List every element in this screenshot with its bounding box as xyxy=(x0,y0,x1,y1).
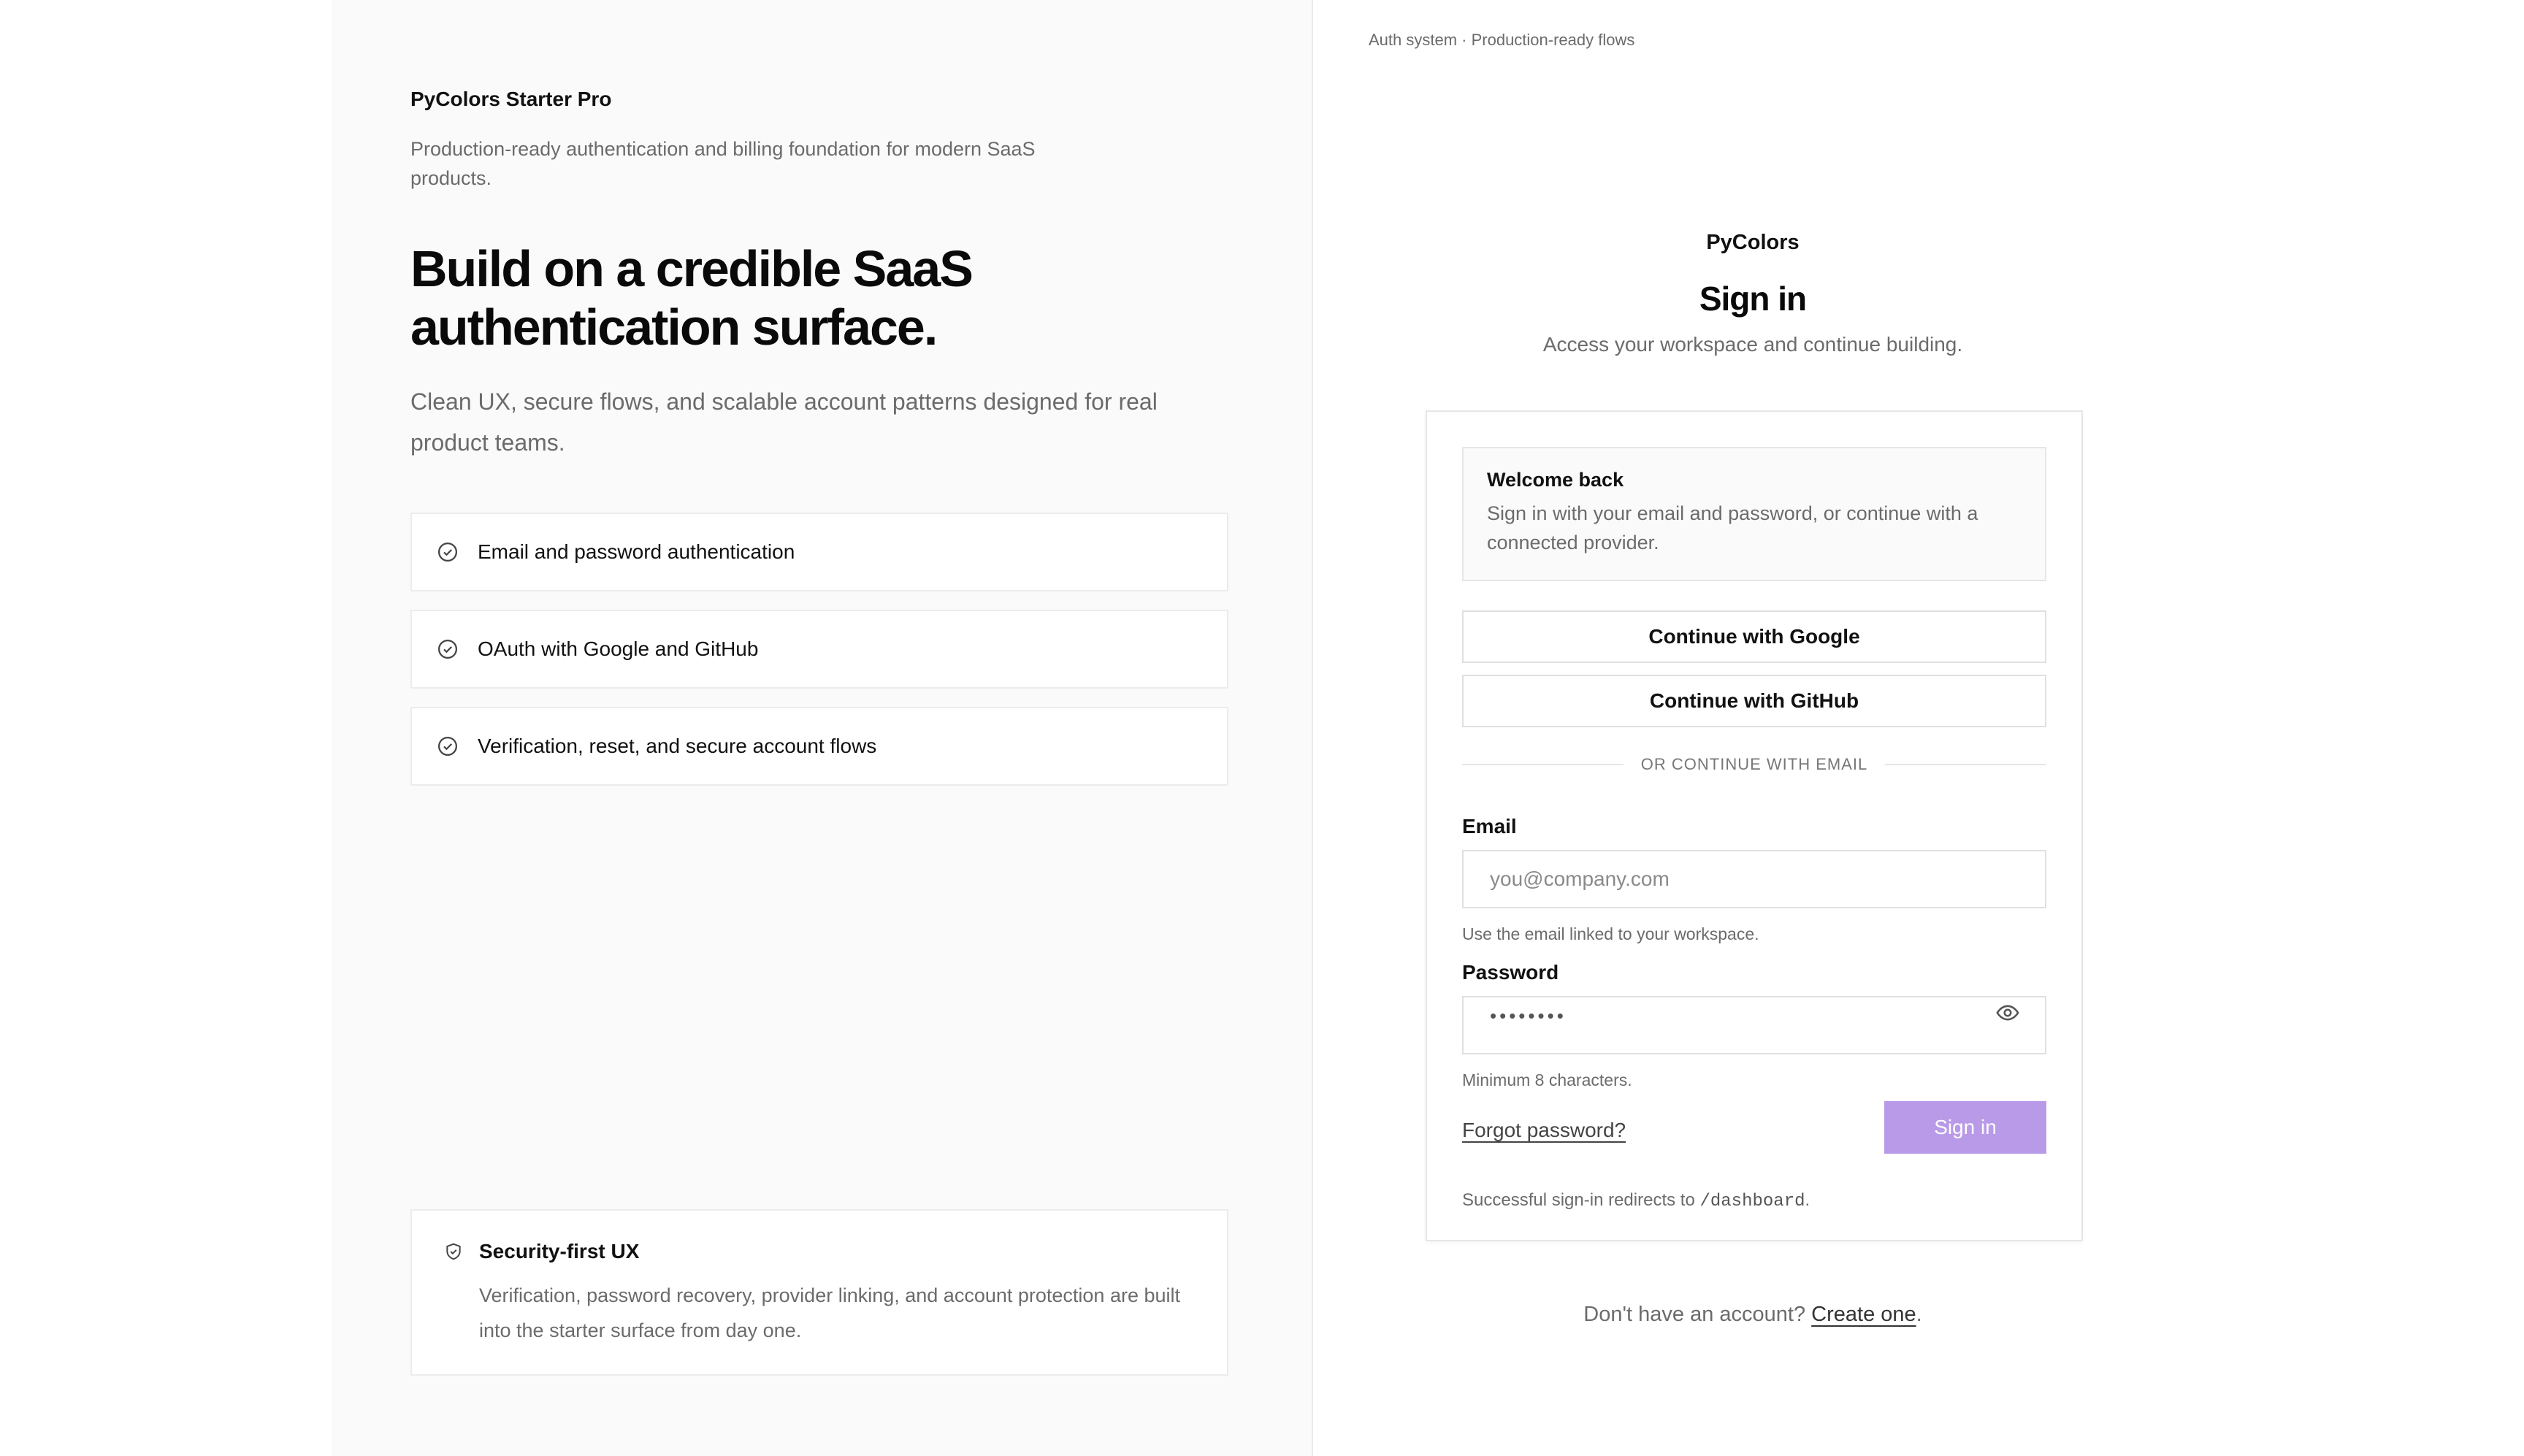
email-field[interactable] xyxy=(1462,850,2046,908)
feature-item-email-password xyxy=(410,513,1228,591)
email-label: Email xyxy=(1462,815,1517,838)
welcome-description: Sign in with your email and password, or continue with a connected provider. xyxy=(1487,502,1978,553)
password-masked-value: •••••••• xyxy=(1490,1005,1567,1027)
auth-brand: PyColors xyxy=(1706,231,1800,254)
redirect-suffix: . xyxy=(1805,1190,1810,1210)
welcome-title: Welcome back xyxy=(1487,469,1624,491)
eye-icon[interactable] xyxy=(1995,1000,2020,1025)
shield-check-icon xyxy=(444,1242,463,1261)
redirect-note xyxy=(1462,1190,1810,1211)
marketing-panel xyxy=(332,0,1313,1456)
signup-prompt xyxy=(1315,1303,2191,1327)
feature-item-oauth xyxy=(410,610,1228,689)
sign-in-button[interactable]: Sign in xyxy=(1884,1101,2046,1154)
feature-label: OAuth with Google and GitHub xyxy=(478,637,759,660)
forgot-password-link[interactable]: Forgot password? xyxy=(1462,1119,1626,1141)
redirect-prefix: Successful sign-in redirects to xyxy=(1462,1190,1700,1210)
create-account-link[interactable]: Create one xyxy=(1811,1303,1916,1326)
password-hint: Minimum 8 characters. xyxy=(1462,1070,1632,1089)
signup-prompt-text: Don't have an account? xyxy=(1583,1303,1812,1326)
feature-item-account-flows xyxy=(410,707,1228,786)
email-divider xyxy=(1462,754,2046,775)
check-circle-icon xyxy=(437,638,459,660)
welcome-notice xyxy=(1462,447,2046,581)
redirect-path: /dashboard xyxy=(1699,1192,1805,1211)
continue-with-github-button[interactable]: Continue with GitHub xyxy=(1462,675,2046,727)
password-label: Password xyxy=(1462,961,1559,984)
page-title: Sign in xyxy=(1699,280,1807,318)
email-hint: Use the email linked to your workspace. xyxy=(1462,924,1759,943)
product-tagline: Production-ready authentication and billing foundation for modern SaaS products. xyxy=(410,138,1036,189)
page-subtitle: Access your workspace and continue building. xyxy=(1542,333,1963,356)
divider-line xyxy=(1462,764,1624,765)
continue-with-google-button[interactable]: Continue with Google xyxy=(1462,610,2046,663)
signup-prompt-suffix: . xyxy=(1916,1303,1922,1326)
breadcrumb: Auth system · Production-ready flows xyxy=(1369,31,1635,49)
divider-label: OR CONTINUE WITH EMAIL xyxy=(1640,755,1868,773)
security-title: Security-first UX xyxy=(479,1240,640,1262)
hero-headline: Build on a credible SaaS authentication surface. xyxy=(410,240,972,356)
sign-in-card xyxy=(1426,410,2083,1241)
security-card xyxy=(410,1209,1228,1376)
check-circle-icon xyxy=(437,735,459,757)
feature-label: Email and password authentication xyxy=(478,540,795,563)
feature-label: Verification, reset, and secure account flows xyxy=(478,735,877,757)
check-circle-icon xyxy=(437,541,459,563)
security-description: Verification, password recovery, provider linking, and account protection are built into the starter surface from day one. xyxy=(479,1284,1181,1341)
divider-line xyxy=(1885,764,2046,765)
hero-subheadline: Clean UX, secure flows, and scalable account patterns designed for real product teams. xyxy=(410,388,1158,456)
product-name: PyColors Starter Pro xyxy=(410,88,612,110)
